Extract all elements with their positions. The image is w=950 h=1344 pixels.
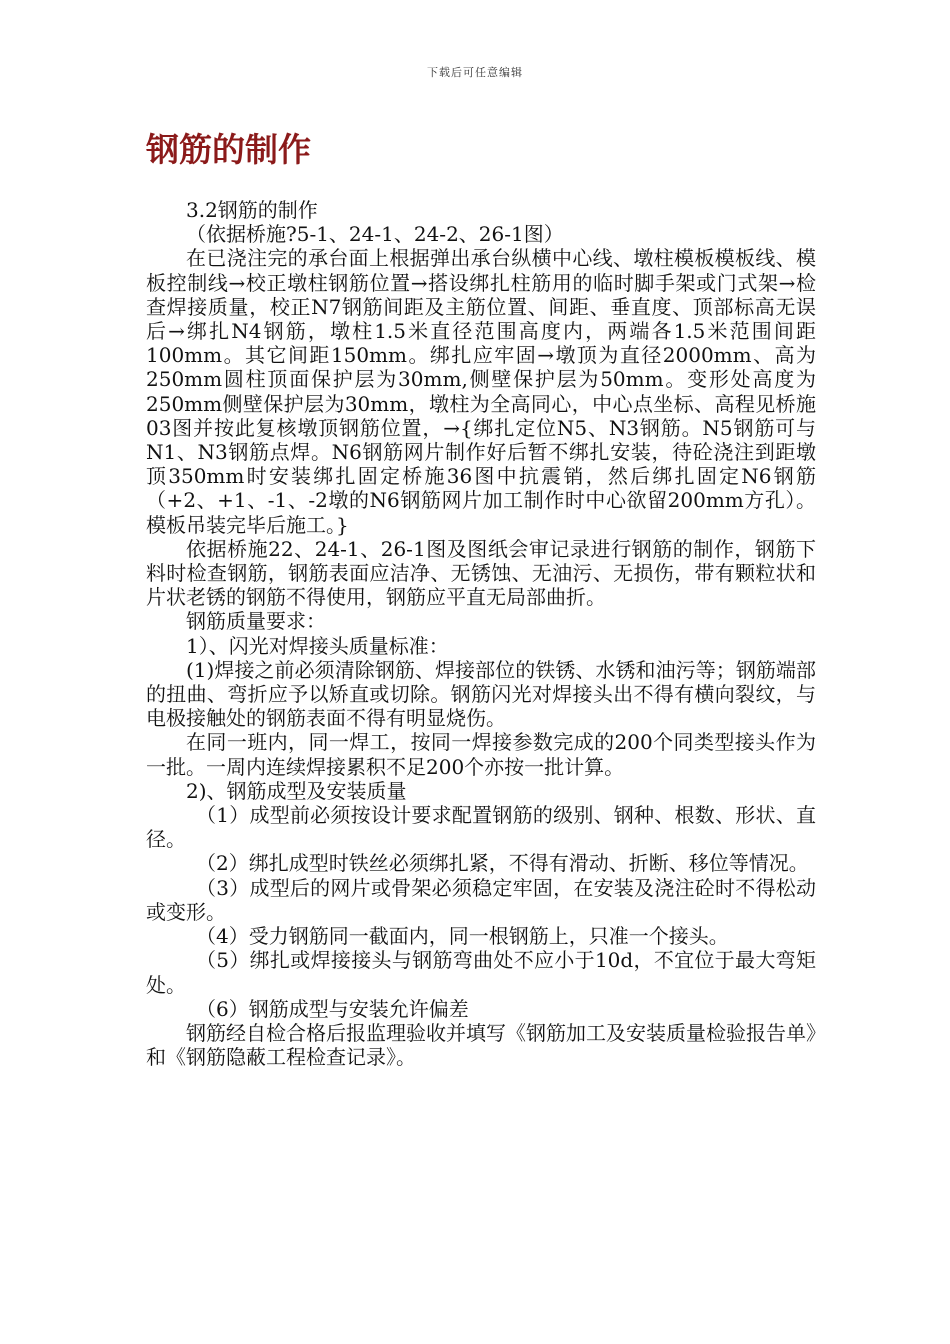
section-heading: 3.2钢筋的制作 (186, 198, 318, 222)
subheading: 钢筋质量要求： (186, 609, 326, 634)
reference-note: （依据桥施?5-1、24-1、24-2、26-1图） (186, 222, 564, 247)
subheading: 1）、闪光对焊接头质量标准： (186, 633, 449, 658)
list-item: （5）绑扎或焊接接头与钢筋弯曲处不应小于10d，不宜位于最大弯矩处。 (146, 948, 816, 997)
list-item: （2）绑扎成型时铁丝必须绑扎紧，不得有滑动、折断、移位等情况。 (196, 851, 809, 876)
body-paragraph: 在同一班内，同一焊工，按同一焊接参数完成的200个同类型接头作为一批。一周内连续焊接累积不足200个亦按一批计算。 (146, 730, 816, 779)
body-paragraph: 钢筋经自检合格后报监理验收并填写《钢筋加工及安装质量检验报告单》和《钢筋隐蔽工程检查记录》。 (146, 1020, 816, 1070)
document-body (146, 198, 816, 1069)
list-item: （4）受力钢筋同一截面内，同一根钢筋上，只准一个接头。 (196, 924, 729, 949)
body-paragraph: 依据桥施22、24-1、26-1图及图纸会审记录进行钢筋的制作，钢筋下料时检查钢筋，钢筋表面应洁净、无锈蚀、无油污、无损伤，带有颗粒状和片状老锈的钢筋不得使用，钢筋应平直无局部曲折。 (146, 536, 816, 610)
body-paragraph: (1)焊接之前必须清除钢筋、焊接部位的铁锈、水锈和油污等；钢筋端部的扭曲、弯折应予以矫直或切除。钢筋闪光对焊接头出不得有横向裂纹，与电极接触处的钢筋表面不得有明显烧伤。 (146, 657, 816, 731)
list-item: （1）成型前必须按设计要求配置钢筋的级别、钢种、根数、形状、直径。 (146, 803, 816, 852)
body-paragraph: 在已浇注完的承台面上根据弹出承台纵横中心线、墩柱模板模板线、模板控制线→校正墩柱钢筋位置→搭设绑扎柱筋用的临时脚手架或门式架→检查焊接质量，校正N7钢筋间距及主筋位置、间距、垂直度、顶部标高无误后→绑扎N4钢筋，墩柱1.5米直径范围高度内，两端各1.5米范围间距100mm。其它间距150mm。绑扎应牢固→墩顶为直径2000mm、高为250mm圆柱顶面保护层为30mm,侧壁保护层为50mm。变形处高度为250mm侧壁保护层为30mm，墩柱为全高同心，中心点坐标、高程见桥施03图并按此复核墩顶钢筋位置，→{绑扎定位N5、N3钢筋。N5钢筋可与N1、N3钢筋点焊。N6钢筋网片制作好后暂不绑扎安装，待砼浇注到距墩顶350mm时安装绑扎固定桥施36图中抗震销，然后绑扎固定N6钢筋（+2、+1、-1、-2墩的N6钢筋网片加工制作时中心欲留200mm方孔）。模板吊装完毕后施工。} (146, 246, 816, 537)
header-note: 下载后可任意编辑 (427, 66, 523, 79)
document-title: 钢筋的制作 (146, 130, 311, 169)
list-item: （3）成型后的网片或骨架必须稳定牢固，在安装及浇注砼时不得松动或变形。 (146, 875, 816, 924)
subheading: 2)、钢筋成型及安装质量 (186, 778, 407, 803)
list-item: （6）钢筋成型与安装允许偏差 (196, 996, 469, 1021)
